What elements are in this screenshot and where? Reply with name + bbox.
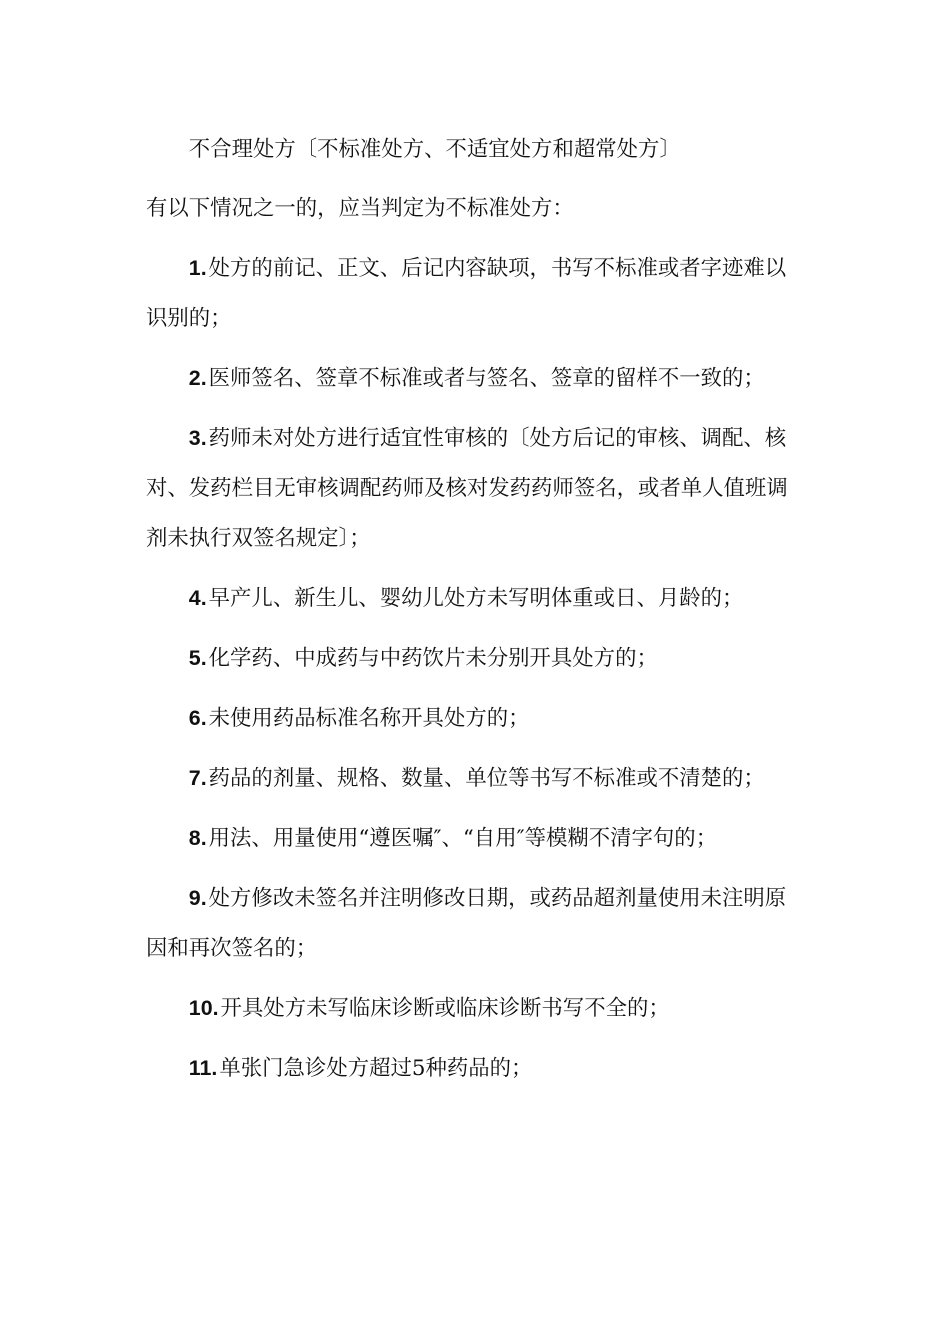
item-text: 药师未对处方进行适宜性审核的〔处方后记的审核、调配、核对、发药栏目无审核调配药师及核对发药药师签名，或者单人值班调剂未执行双签名规定〕； <box>146 426 788 551</box>
list-item <box>146 753 792 804</box>
list-item <box>146 1043 792 1094</box>
item-number: 8. <box>188 826 207 850</box>
item-text: 单张门急诊处方超过5种药品的； <box>219 1056 533 1081</box>
item-number: 5. <box>188 646 207 670</box>
item-text: 处方的前记、正文、后记内容缺项，书写不标准或者字迹难以识别的； <box>146 256 787 331</box>
item-number: 9. <box>188 886 207 910</box>
item-text: 开具处方未写临床诊断或临床诊断书写不全的； <box>220 996 670 1021</box>
document-page <box>146 125 792 1103</box>
list-item <box>146 573 792 624</box>
item-number: 10. <box>188 996 219 1020</box>
item-number: 7. <box>188 766 207 790</box>
item-text: 未使用药品标准名称开具处方的； <box>208 706 530 731</box>
item-number: 2. <box>188 366 207 390</box>
item-list <box>146 243 792 1094</box>
item-text: 药品的剂量、规格、数量、单位等书写不标准或不清楚的； <box>208 766 765 791</box>
list-item <box>146 243 792 344</box>
item-text: 处方修改未签名并注明修改日期，或药品超剂量使用未注明原因和再次签名的； <box>146 886 787 961</box>
item-number: 4. <box>188 586 207 610</box>
list-item <box>146 693 792 744</box>
intro-paragraph: 有以下情况之一的，应当判定为不标准处方： <box>146 196 574 221</box>
item-number: 3. <box>188 426 207 450</box>
item-number: 6. <box>188 706 207 730</box>
list-item <box>146 353 792 404</box>
item-number: 11. <box>188 1056 218 1080</box>
list-item <box>146 413 792 564</box>
list-item <box>146 983 792 1034</box>
document-title: 不合理处方〔不标准处方、不适宜处方和超常处方〕 <box>188 137 681 162</box>
list-item <box>146 633 792 684</box>
list-item <box>146 873 792 974</box>
item-text: 化学药、中成药与中药饮片未分别开具处方的； <box>208 646 658 671</box>
item-text: 用法、用量使用“遵医嘱″、“自用″等模糊不清字句的； <box>208 826 718 851</box>
item-text: 早产儿、新生儿、婴幼儿处方未写明体重或日、月龄的； <box>208 586 744 611</box>
list-item <box>146 813 792 864</box>
item-number: 1. <box>188 256 207 280</box>
item-text: 医师签名、签章不标准或者与签名、签章的留样不一致的； <box>208 366 765 391</box>
